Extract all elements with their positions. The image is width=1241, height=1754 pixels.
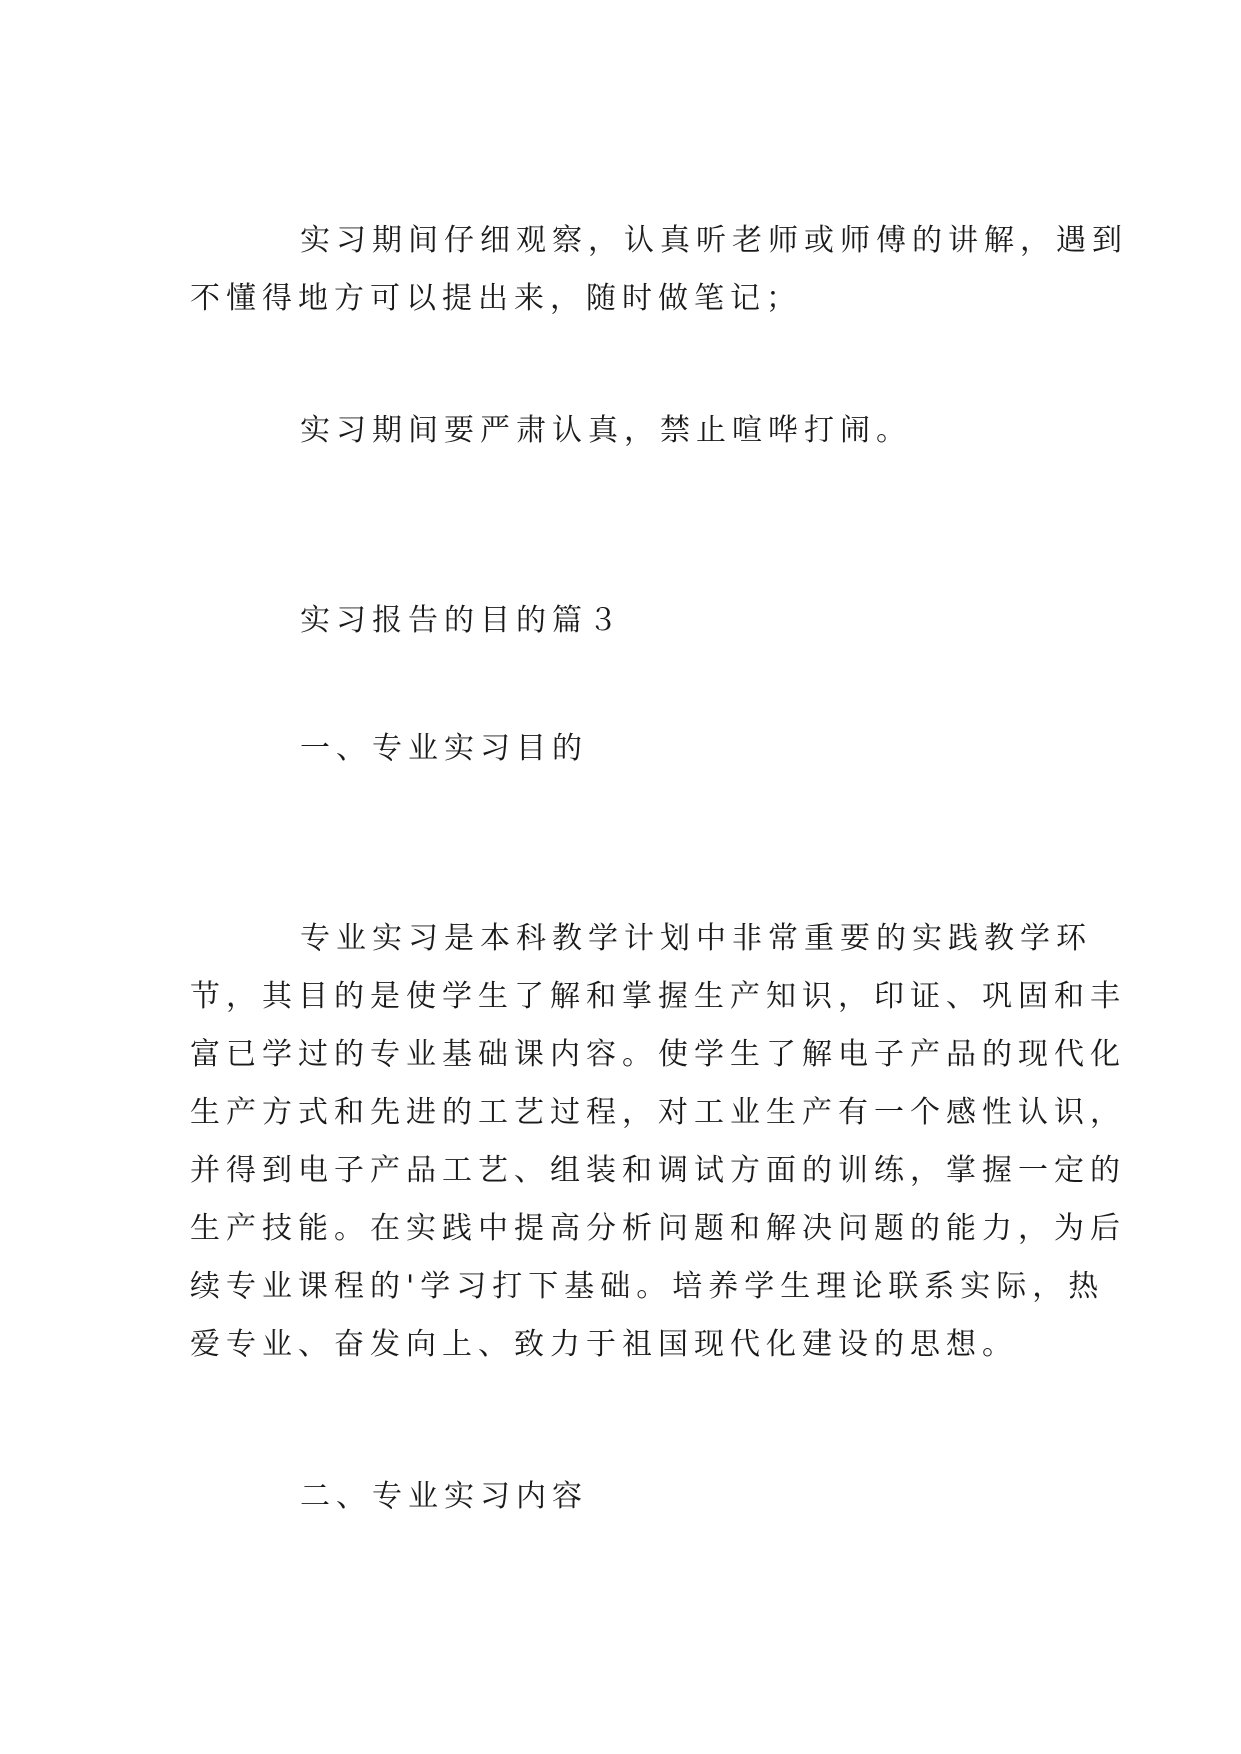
text-line: 续专业课程的'学习打下基础。培养学生理论联系实际，热 xyxy=(190,1269,1105,1304)
heading-text: 二、专业实习内容 xyxy=(300,1479,588,1514)
text-line: 生产方式和先进的工艺过程，对工业生产有一个感性认识， xyxy=(190,1095,1126,1130)
heading-text: 实习报告的目的篇３ xyxy=(300,603,624,638)
heading-internship-content xyxy=(190,1468,1056,1526)
text-line: 富已学过的专业基础课内容。使学生了解电子产品的现代化 xyxy=(190,1037,1126,1072)
section-title-part3 xyxy=(190,592,1056,650)
text-line: 实习期间仔细观察，认真听老师或师傅的讲解，遇到 xyxy=(300,223,1128,258)
heading-internship-purpose xyxy=(190,720,1056,778)
text-line: 生产技能。在实践中提高分析问题和解决问题的能力，为后 xyxy=(190,1211,1126,1246)
text-line: 不懂得地方可以提出来，随时做笔记； xyxy=(190,281,802,316)
paragraph-discipline xyxy=(190,402,1056,460)
text-line: 实习期间要严肃认真，禁止喧哗打闹。 xyxy=(300,413,912,448)
text-line: 专业实习是本科教学计划中非常重要的实践教学环 xyxy=(300,921,1092,956)
text-line: 节，其目的是使学生了解和掌握生产知识，印证、巩固和丰 xyxy=(190,979,1126,1014)
text-line: 并得到电子产品工艺、组装和调试方面的训练，掌握一定的 xyxy=(190,1153,1126,1188)
text-line: 爱专业、奋发向上、致力于祖国现代化建设的思想。 xyxy=(190,1327,1018,1362)
heading-text: 一、专业实习目的 xyxy=(300,731,588,766)
paragraph-observation xyxy=(190,212,1128,328)
paragraph-purpose-body xyxy=(190,910,1126,1374)
